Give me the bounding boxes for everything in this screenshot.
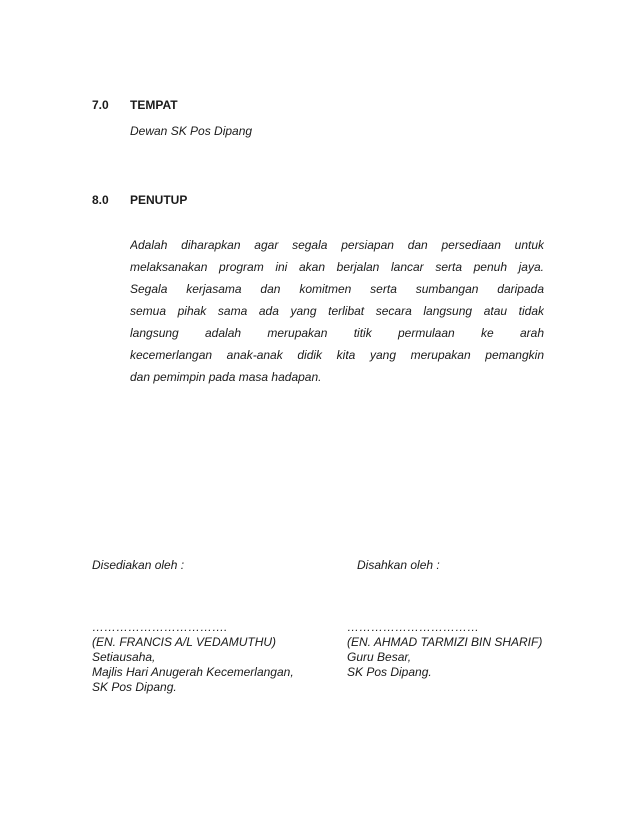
- paragraph-line: dan pemimpin pada masa hadapan.: [130, 370, 322, 384]
- paragraph-line: semua pihak sama ada yang terlibat secara langsung atau tidak: [130, 304, 544, 318]
- paragraph-line: Adalah diharapkan agar segala persiapan dan persediaan untuk: [130, 238, 544, 252]
- closing-paragraph: [130, 234, 544, 388]
- paragraph-line: kecemerlangan anak-anak didik kita yang merupakan pemangkin: [130, 348, 544, 362]
- signatory-name: (EN. FRANCIS A/L VEDAMUTHU): [92, 635, 277, 649]
- signatory-organisation: Majlis Hari Anugerah Kecemerlangan,: [92, 665, 294, 679]
- section-8-number: 8.0: [92, 193, 109, 207]
- signature-line: ……………………………: [347, 620, 479, 634]
- section-7-title: TEMPAT: [130, 98, 178, 112]
- signatory-role: Guru Besar,: [347, 650, 412, 664]
- section-7-number: 7.0: [92, 98, 109, 112]
- paragraph-line: Segala kerjasama dan komitmen serta sumbangan daripada: [130, 282, 544, 296]
- signatory-name: (EN. AHMAD TARMIZI BIN SHARIF): [347, 635, 543, 649]
- signatory-school: SK Pos Dipang.: [92, 680, 177, 694]
- paragraph-line: melaksanakan program ini akan berjalan lancar serta penuh jaya.: [130, 260, 544, 274]
- signatory-role: Setiausaha,: [92, 650, 156, 664]
- signature-line: …………………………….: [92, 620, 228, 634]
- paragraph-line: langsung adalah merupakan titik permulaan ke arah: [130, 326, 544, 340]
- approved-by-label: Disahkan oleh :: [357, 558, 440, 572]
- section-7-body: Dewan SK Pos Dipang: [130, 124, 253, 138]
- signatory-school: SK Pos Dipang.: [347, 665, 432, 679]
- approved-signature-block: [347, 620, 542, 680]
- prepared-by-label: Disediakan oleh :: [92, 558, 185, 572]
- section-8-title: PENUTUP: [130, 193, 188, 207]
- prepared-signature-block: [92, 620, 294, 695]
